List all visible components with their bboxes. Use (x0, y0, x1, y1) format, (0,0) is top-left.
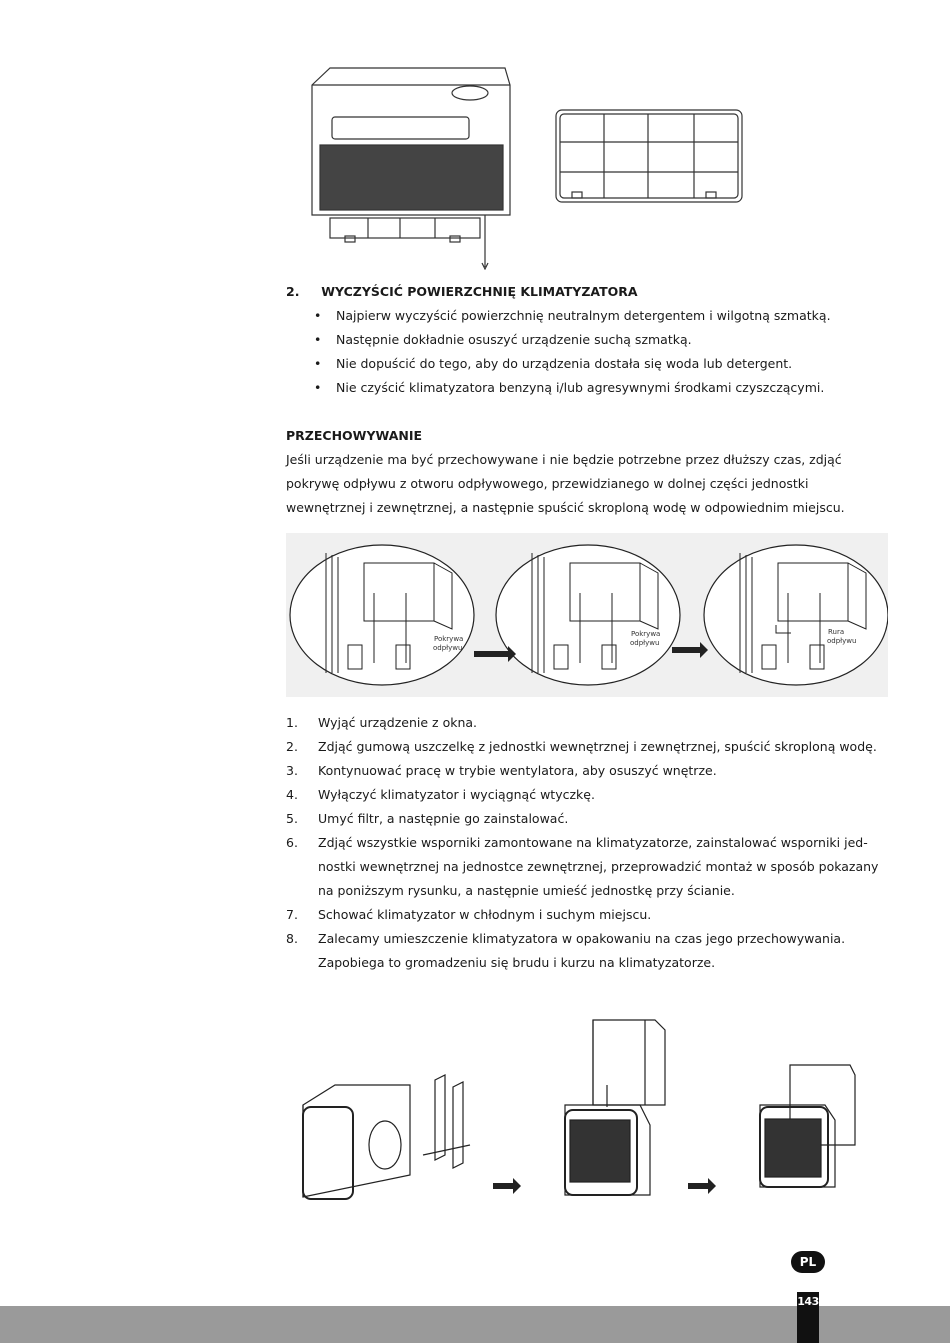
section-heading: 2. WYCZYŚCIĆ POWIERZCHNIĘ KLIMATYZATORA (286, 284, 638, 299)
diagram-label: odpływu (630, 639, 660, 647)
paragraph-line: pokrywę odpływu z otworu odpływowego, przewidzianego w dolnej części jednostki (286, 476, 809, 491)
bullet-icon: • (314, 332, 322, 347)
diagram-label: Pokrywa (434, 635, 464, 643)
paragraph-line: Jeśli urządzenie ma być przechowywane i nie będzie potrzebne przez dłuższy czas, zdjąć (286, 452, 842, 467)
page-number: 143 (797, 1295, 819, 1308)
language-badge: PL (791, 1251, 825, 1273)
storage-heading: PRZECHOWYWANIE (286, 428, 423, 443)
bracket-assembly-illustration (295, 1015, 865, 1215)
diagram-label: Rura (828, 628, 845, 636)
paragraph-line: wewnętrznej i zewnętrznej, a następnie spuścić skroploną wodę w odpowiednim miejscu. (286, 500, 845, 515)
bullet-icon: • (314, 356, 322, 371)
arrow-right-icon (493, 1178, 521, 1194)
bullet-icon: • (314, 308, 322, 323)
drain-diagram (286, 533, 888, 697)
diagram-label: Pokrywa (631, 630, 661, 638)
arrow-right-icon (688, 1178, 716, 1194)
diagram-label: odpływu (827, 637, 857, 645)
diagram-label: odpływu (433, 644, 463, 652)
bullet-icon: • (314, 380, 322, 395)
indoor-unit-illustration (300, 60, 770, 270)
